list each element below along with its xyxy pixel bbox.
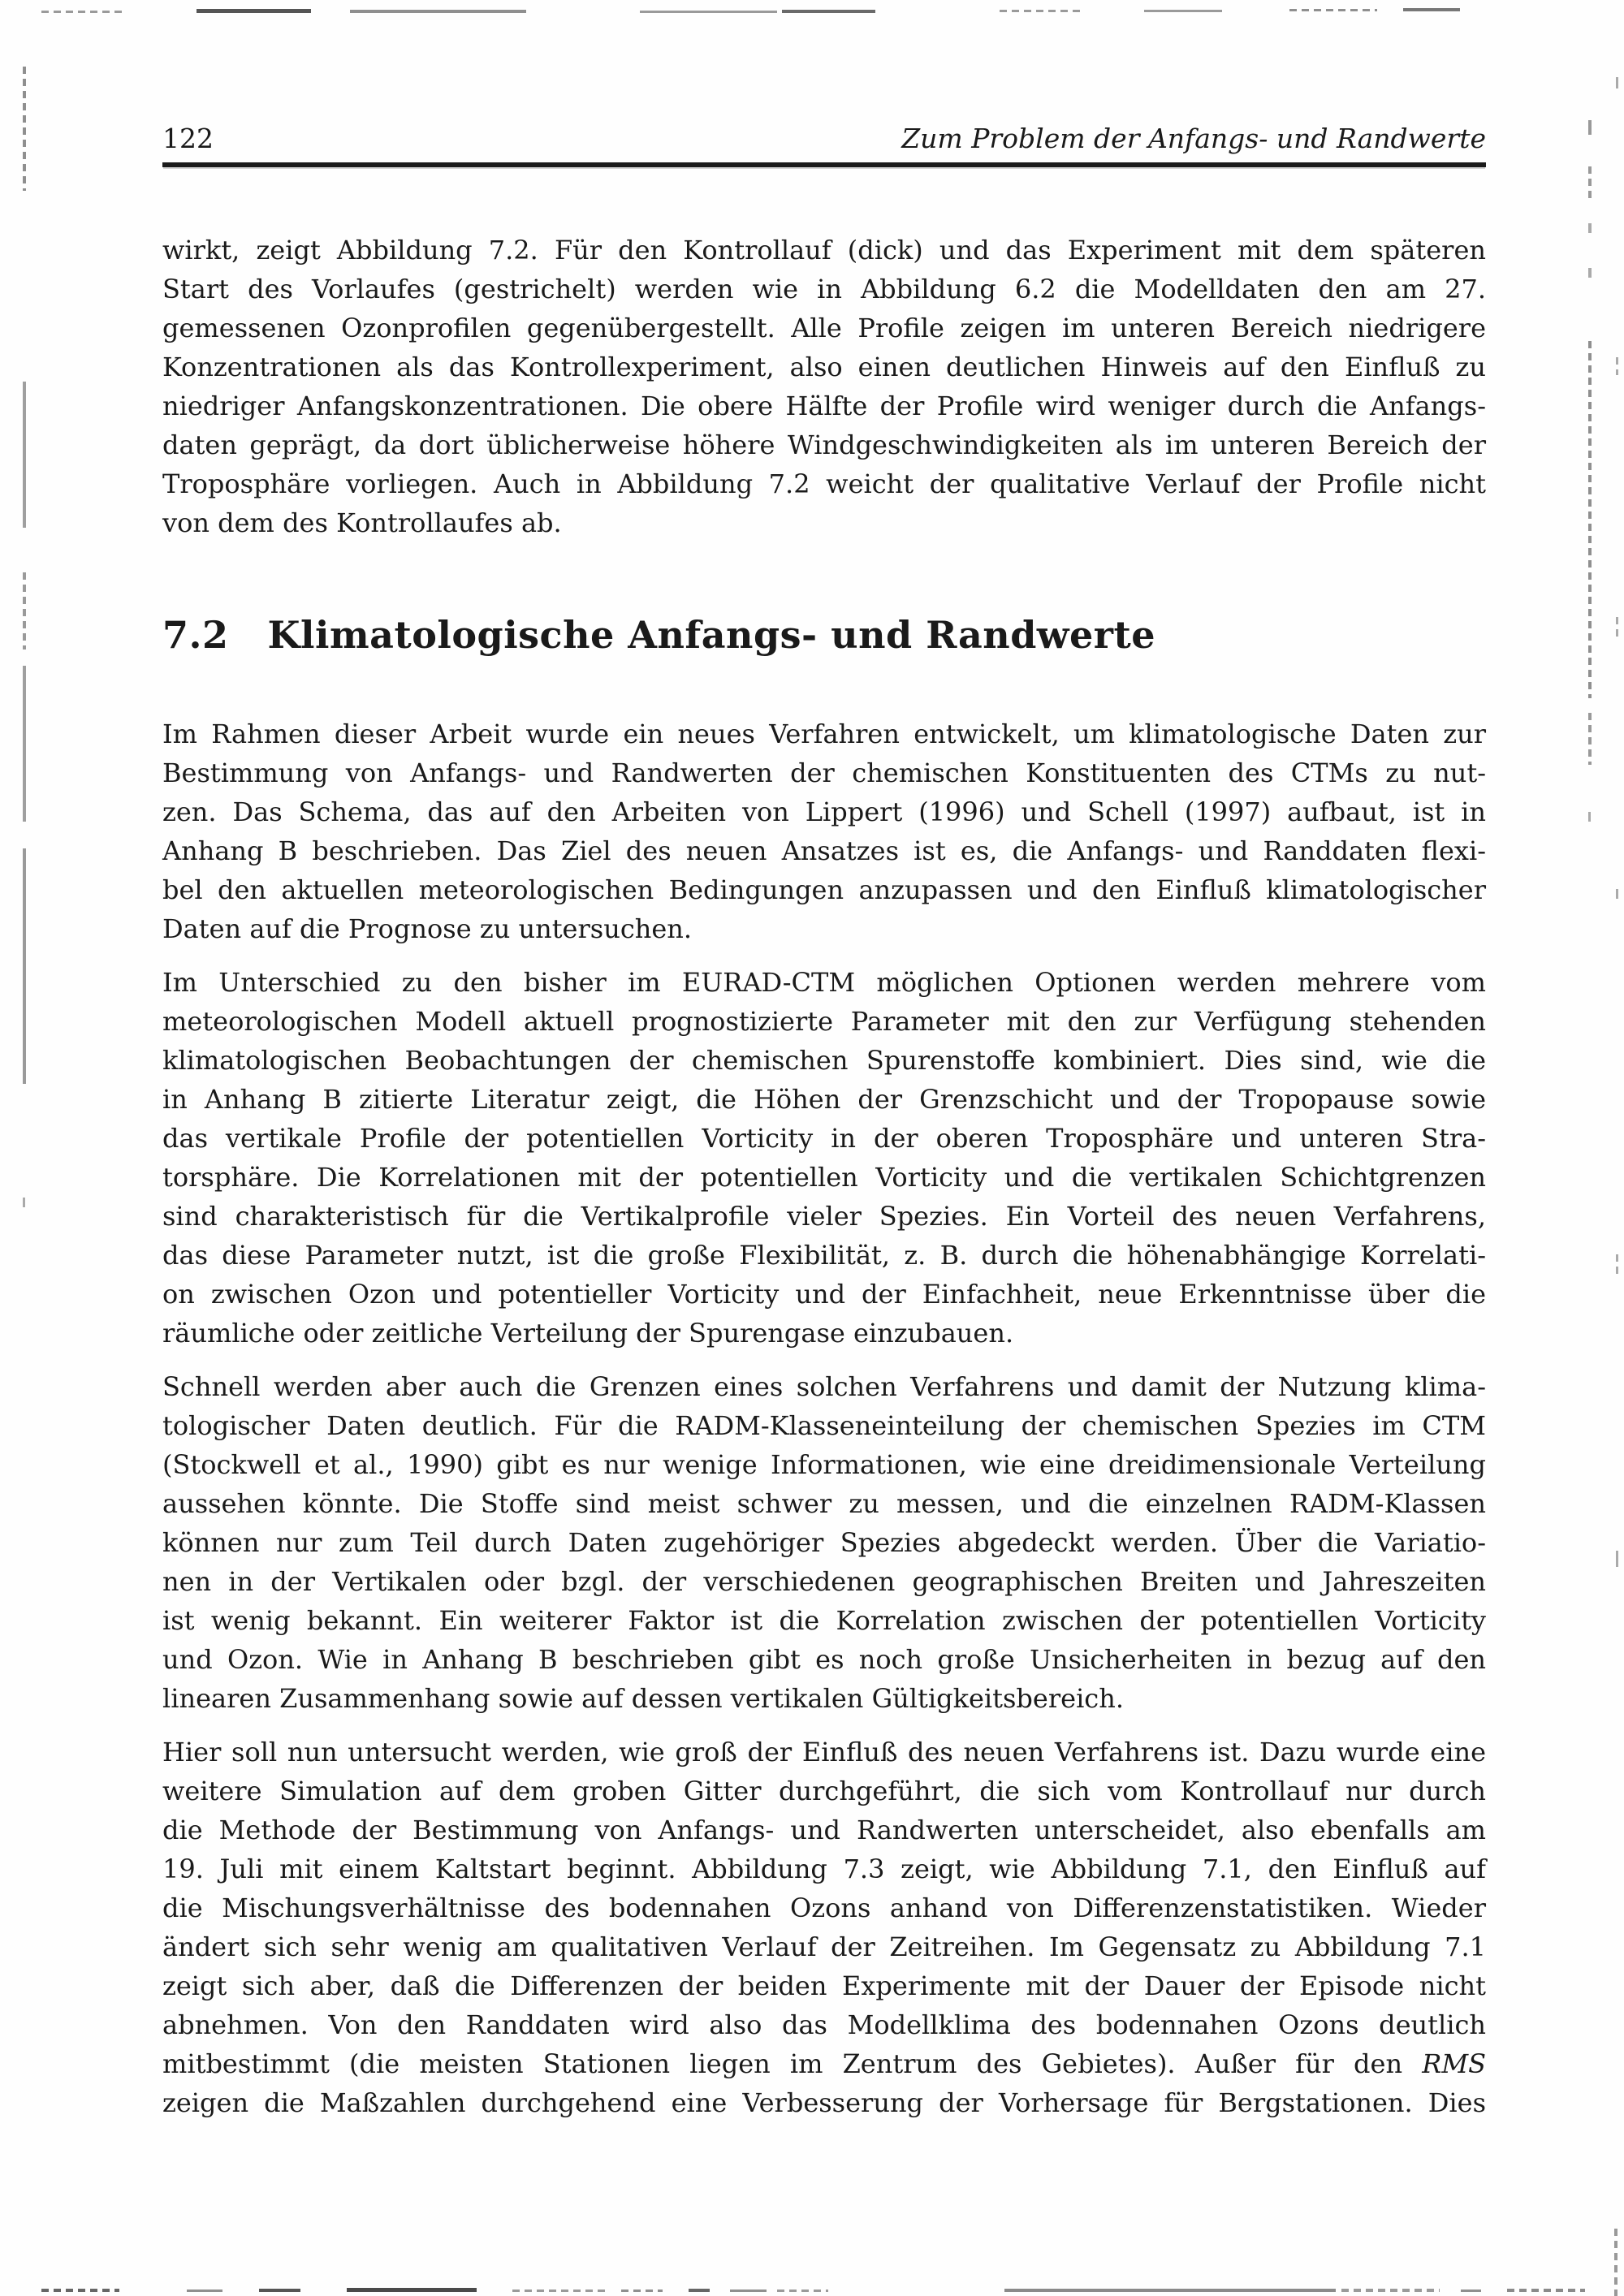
text-line: 19. Juli mit einem Kaltstart beginnt. Abbildung 7.3 zeigt, wie Abbildung 7.1, den Einfluß auf: [162, 1854, 1486, 1884]
text-line: (Stockwell et al., 1990) gibt es nur wenige Informationen, wie eine dreidimensionale Verteilung: [162, 1449, 1486, 1480]
text-line: wirkt, zeigt Abbildung 7.2. Für den Kontrollauf (dick) und das Experiment mit dem späteren: [162, 235, 1486, 265]
text-line: das vertikale Profile der potentiellen Vorticity in der oberen Troposphäre und unteren Stra-: [162, 1123, 1486, 1154]
text-line: räumliche oder zeitliche Verteilung der Spurengase einzubauen.: [162, 1318, 1014, 1349]
scan-artifact: [1588, 341, 1592, 698]
header-rule: [162, 162, 1486, 167]
scan-artifact: [1616, 617, 1618, 641]
scan-artifact: [1588, 223, 1592, 233]
scan-artifact: [512, 2290, 606, 2292]
text-line: Daten auf die Prognose zu untersuchen.: [162, 913, 693, 944]
scan-artifact: [187, 2290, 222, 2292]
scan-artifact: [23, 666, 26, 822]
scan-artifact: [350, 10, 526, 13]
text-line: weitere Simulation auf dem groben Gitter durchgeführt, die sich vom Kontrollauf nur durch: [162, 1776, 1486, 1806]
text-line: klimatologischen Beobachtungen der chemischen Spurenstoffe kombiniert. Dies sind, wie die: [162, 1045, 1486, 1076]
paragraph: [162, 1733, 1486, 2122]
scan-artifact: [1507, 2289, 1585, 2292]
scan-artifact: [1588, 120, 1592, 135]
scan-artifact: [689, 2289, 710, 2292]
text-line: daten geprägt, da dort üblicherweise höhere Windgeschwindigkeiten als im unteren Bereich der: [162, 429, 1486, 460]
text-line: Im Unterschied zu den bisher im EURAD-CTM möglichen Optionen werden mehrere vom: [162, 967, 1486, 998]
scan-artifact: [23, 67, 26, 191]
scan-artifact: [1461, 2290, 1481, 2292]
scan-artifact: [1616, 77, 1618, 88]
scan-artifact: [730, 2290, 767, 2292]
scan-artifact: [777, 2290, 828, 2292]
page-number: 122: [162, 123, 214, 154]
scan-artifact: [1614, 2229, 1618, 2296]
text-line: sind charakteristisch für die Vertikalprofile vieler Spezies. Ein Vorteil des neuen Verfahrens,: [162, 1201, 1486, 1232]
text-line: nen in der Vertikalen oder bzgl. der verschiedenen geographischen Breiten und Jahreszeiten: [162, 1566, 1486, 1597]
running-title: Zum Problem der Anfangs- und Randwerte: [901, 123, 1486, 154]
page-body: [162, 231, 1486, 2122]
text-line: Hier soll nun untersucht werden, wie groß der Einfluß des neuen Verfahrens ist. Dazu wurde eine: [162, 1737, 1486, 1767]
text-line: zeigen die Maßzahlen durchgehend eine Verbesserung der Vorhersage für Bergstationen. Dies: [162, 2087, 1486, 2118]
section-title: Klimatologische Anfangs- und Randwerte: [267, 613, 1156, 657]
text-line: die Methode der Bestimmung von Anfangs- und Randwerten unterscheidet, also ebenfalls am: [162, 1815, 1486, 1845]
text-line: on zwischen Ozon und potentieller Vorticity und der Einfachheit, neue Erkenntnisse über die: [162, 1279, 1486, 1310]
text-line: Anhang B beschrieben. Das Ziel des neuen Ansatzes ist es, die Anfangs- und Randdaten flexi-: [162, 835, 1486, 866]
scan-artifact: [41, 2289, 119, 2292]
paragraph: [162, 231, 1486, 542]
scan-artifact: [23, 382, 26, 528]
paragraph: [162, 1367, 1486, 1718]
scan-artifact: [1616, 357, 1618, 375]
scan-artifact: [1616, 1254, 1618, 1279]
scan-artifact: [1289, 9, 1377, 11]
text-line: niedriger Anfangskonzentrationen. Die obere Hälfte der Profile wird weniger durch die Anfangs-: [162, 391, 1486, 421]
text-line: Bestimmung von Anfangs- und Randwerten der chemischen Konstituenten des CTMs zu nut-: [162, 757, 1486, 788]
text-line: Troposphäre vorliegen. Auch in Abbildung 7.2 weicht der qualitative Verlauf der Profile nicht: [162, 468, 1486, 499]
text-line: tologischer Daten deutlich. Für die RADM-Klasseneinteilung der chemischen Spezies im CTM: [162, 1410, 1486, 1441]
page-header: [162, 122, 1486, 156]
scan-artifact: [1588, 713, 1592, 765]
text-line: in Anhang B zitierte Literatur zeigt, die Höhen der Grenzschicht und der Tropopause sowie: [162, 1084, 1486, 1115]
text-line: aussehen könnte. Die Stoffe sind meist schwer zu messen, und die einzelnen RADM-Klassen: [162, 1488, 1486, 1519]
text-line: zeigt sich aber, daß die Differenzen der beiden Experimente mit der Dauer der Episode nicht: [162, 1970, 1486, 2001]
scan-artifact: [1403, 8, 1460, 11]
text-line: Start des Vorlaufes (gestrichelt) werden wie in Abbildung 6.2 die Modelldaten den am 27.: [162, 274, 1486, 304]
text-line: torsphäre. Die Korrelationen mit der potentiellen Vorticity und die vertikalen Schichtgrenzen: [162, 1162, 1486, 1193]
scan-artifact: [23, 572, 26, 650]
section-number: 7.2: [162, 613, 229, 657]
scan-artifact: [197, 9, 311, 13]
scan-artifact: [640, 11, 777, 13]
text-line: linearen Zusammenhang sowie auf dessen vertikalen Gültigkeitsbereich.: [162, 1683, 1124, 1714]
scan-artifact: [1588, 166, 1592, 203]
scan-artifact: [782, 10, 875, 13]
scan-artifact: [1341, 2289, 1440, 2292]
text-line: von dem des Kontrollaufes ab.: [162, 507, 562, 538]
scan-artifact: [259, 2289, 300, 2292]
paragraph: [162, 714, 1486, 948]
text-line: Konzentrationen als das Kontrollexperiment, also einen deutlichen Hinweis auf den Einfluß zu: [162, 352, 1486, 382]
text-line: zen. Das Schema, das auf den Arbeiten von Lippert (1996) und Schell (1997) aufbaut, ist in: [162, 796, 1486, 827]
text-line: ändert sich sehr wenig am qualitativen Verlauf der Zeitreihen. Im Gegensatz zu Abbildung 7.1: [162, 1931, 1486, 1962]
text-line: das diese Parameter nutzt, ist die große Flexibilität, z. B. durch die höhenabhängige Korrelati-: [162, 1240, 1486, 1271]
text-line: ist wenig bekannt. Ein weiterer Faktor ist die Korrelation zwischen der potentiellen Vorticity: [162, 1605, 1486, 1636]
scan-artifact: [1616, 1551, 1618, 1567]
text-line: die Mischungsverhältnisse des bodennahen Ozons anhand von Differenzenstatistiken. Wieder: [162, 1892, 1486, 1923]
scan-artifact: [1000, 10, 1082, 12]
text-line: Schnell werden aber auch die Grenzen eines solchen Verfahrens und damit der Nutzung klima-: [162, 1371, 1486, 1402]
scan-artifact: [347, 2288, 477, 2292]
scan-artifact: [621, 2290, 663, 2292]
text-line: gemessenen Ozonprofilen gegenübergestellt. Alle Profile zeigen im unteren Bereich niedrigere: [162, 313, 1486, 343]
scan-artifact: [41, 11, 123, 13]
scan-artifact: [1616, 889, 1618, 899]
scan-artifact: [23, 1198, 25, 1207]
text-line: bel den aktuellen meteorologischen Bedingungen anzupassen und den Einfluß klimatologischer: [162, 874, 1486, 905]
scan-artifact: [1004, 2289, 1336, 2292]
text-line: und Ozon. Wie in Anhang B beschrieben gibt es noch große Unsicherheiten in bezug auf den: [162, 1644, 1486, 1675]
scan-artifact: [1588, 812, 1591, 822]
section-heading: [162, 612, 1486, 658]
text-line: abnehmen. Von den Randdaten wird also das Modellklima des bodennahen Ozons deutlich: [162, 2009, 1486, 2040]
scan-artifact: [1144, 10, 1222, 12]
paragraph: [162, 963, 1486, 1353]
text-line: können nur zum Teil durch Daten zugehöriger Spezies abgedeckt werden. Über die Variatio-: [162, 1527, 1486, 1558]
text-line: meteorologischen Modell aktuell prognostizierte Parameter mit den zur Verfügung stehenden: [162, 1006, 1486, 1037]
text-line: Im Rahmen dieser Arbeit wurde ein neues Verfahren entwickelt, um klimatologische Daten zur: [162, 719, 1486, 749]
scan-artifact: [1588, 268, 1592, 278]
scan-artifact: [23, 848, 26, 1084]
text-line: mitbestimmt (die meisten Stationen liegen im Zentrum des Gebietes). Außer für den RMS: [162, 2048, 1486, 2079]
